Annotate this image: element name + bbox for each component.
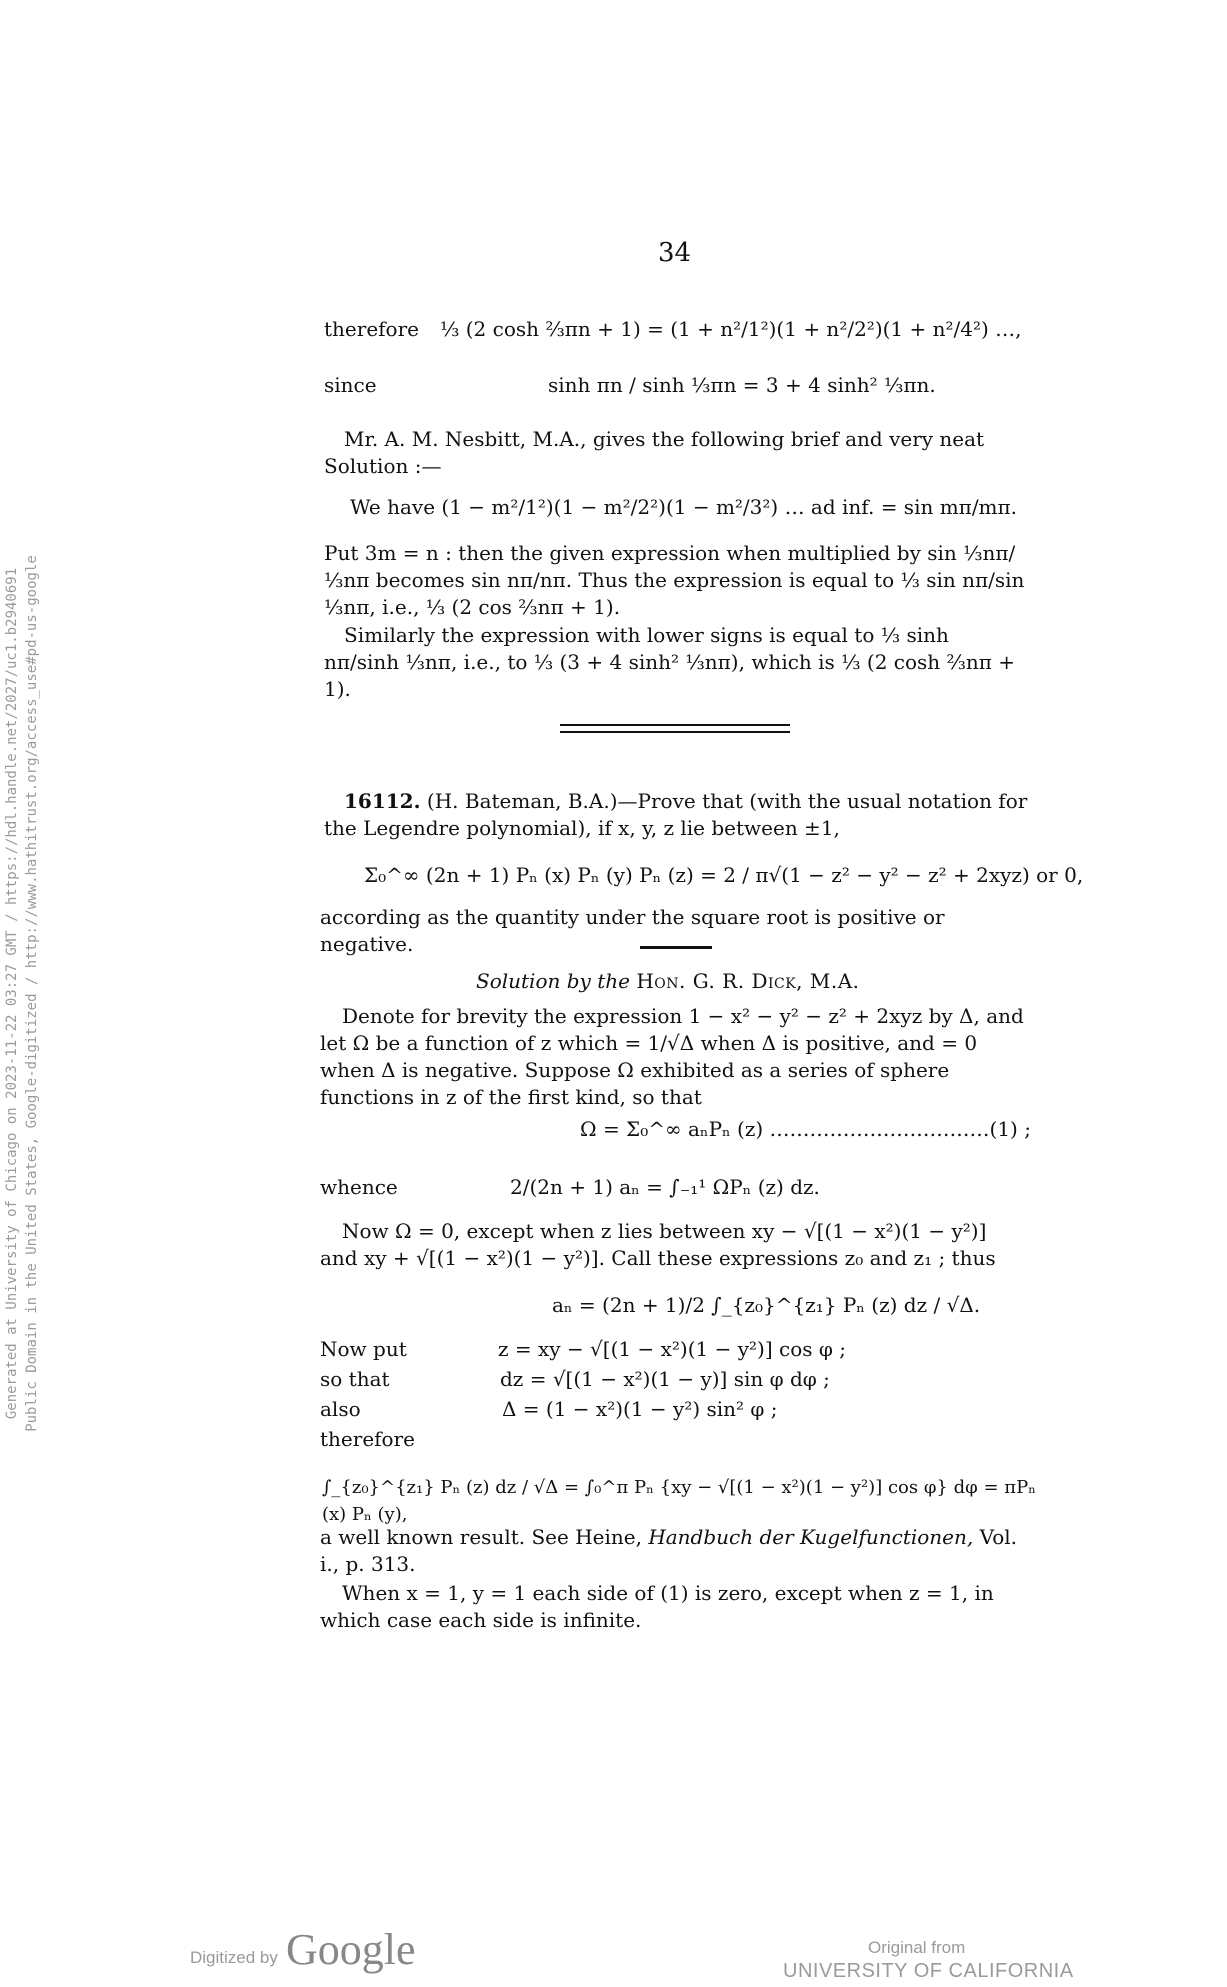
we-have-equation: We have (1 − m²/1²)(1 − m²/2²)(1 − m²/3²) … ad inf. = sin mπ/mπ. <box>350 495 1018 519</box>
digitized-by-label: Digitized by <box>190 1948 278 1967</box>
also-equation: Δ = (1 − x²)(1 − y²) sin² φ ; <box>502 1397 778 1421</box>
hathitrust-watermark <box>2 0 46 1987</box>
since-label: since <box>324 373 377 397</box>
google-logo: Google <box>286 1925 416 1974</box>
heine-book-title: Handbuch der Kugelfunctionen, <box>648 1525 974 1549</box>
nesbitt-intro: Mr. A. M. Nesbitt, M.A., gives the following brief and very neat Solution :— <box>324 427 985 478</box>
solution-heading-italic: Solution by the <box>476 969 630 993</box>
now-put-equation: z = xy − √[(1 − x²)(1 − y²)] cos φ ; <box>498 1337 846 1361</box>
separator-rule-bottom <box>560 731 790 733</box>
problem-equation: Σ₀^∞ (2n + 1) Pₙ (x) Pₙ (y) Pₙ (z) = 2 / π√(1 − z² − y² − z² + 2xyz) or 0, <box>364 863 1084 887</box>
university-label: UNIVERSITY OF CALIFORNIA <box>783 1960 1074 1982</box>
final-equation: ∫_{z₀}^{z₁} Pₙ (z) dz / √Δ = ∫₀^π Pₙ {xy − √[(1 − x²)(1 − y²)] cos φ} dφ = πPₙ (x) Pₙ (y), <box>322 1477 1036 1525</box>
therefore-label: therefore <box>324 317 419 341</box>
separator-rule-top <box>560 724 790 726</box>
short-rule <box>640 946 712 949</box>
original-from-label: Original from <box>868 1938 966 1957</box>
since-equation: sinh πn / sinh ⅓πn = 3 + 4 sinh² ⅓πn. <box>548 373 936 397</box>
page-number: 34 <box>658 238 692 268</box>
watermark-line-2: Public Domain in the United States, Google-digitized / http://www.hathitrust.org/access_use#pd-us-google <box>24 555 40 1432</box>
solution-paragraph-2: Now Ω = 0, except when z lies between xy − √[(1 − x²)(1 − y²)] and xy + √[(1 − x²)(1 − y²)]. Call these expressions z₀ and z₁ ; thus <box>320 1219 996 1270</box>
heine-reference-post: Vol. i., p. 313. <box>320 1525 1018 1576</box>
put-paragraph: Put 3m = n : then the given expression when multiplied by sin ⅓nπ/⅓nπ becomes sin nπ/nπ. Thus the expression is equal to ⅓ sin nπ/sin ⅓nπ, i.e., ⅓ (2 cos ⅔nπ + 1). <box>324 541 1025 619</box>
solution-heading <box>476 968 860 995</box>
therefore-equation-text: ⅓ (2 cosh ⅔πn + 1) = (1 + n²/1²)(1 + n²/2²)(1 + n²/4²) …, <box>440 317 1022 341</box>
watermark-line-1: Generated at University of Chicago on 2023-11-22 03:27 GMT / https://hdl.handle.net/2027/uc1.b2940691 <box>4 567 20 1420</box>
solution-heading-name: Hon. G. R. Dick, M.A. <box>636 969 860 993</box>
problem-text: —Prove that (with the usual notation for the Legendre polynomial), if x, y, z lie between ±1, <box>324 789 1028 840</box>
whence-equation: 2/(2n + 1) aₙ = ∫₋₁¹ ΩPₙ (z) dz. <box>510 1175 820 1199</box>
equation-1: Ω = Σ₀^∞ aₙPₙ (z) ……………………………(1) ; <box>580 1117 1031 1141</box>
so-that-label: so that <box>320 1367 390 1391</box>
solution-paragraph-3 <box>320 1524 1030 1578</box>
heine-reference-pre: a well known result. See Heine, <box>320 1525 642 1549</box>
therefore-equation <box>440 302 1022 356</box>
problem-author: (H. Bateman, B.A.) <box>426 789 618 813</box>
problem-tail: according as the quantity under the square root is positive or negative. <box>320 905 945 956</box>
solution-paragraph-1: Denote for brevity the expression 1 − x² − y² − z² + 2xyz by Δ, and let Ω be a function of z which = 1/√Δ when Δ is positive, and = 0 when Δ is negative. Suppose Ω exhibited as a series of sphere functions in z of the first kind, so that <box>320 1004 1024 1109</box>
an-equation: aₙ = (2n + 1)/2 ∫_{z₀}^{z₁} Pₙ (z) dz / √Δ. <box>552 1293 981 1317</box>
problem-number: 16112. <box>344 789 421 813</box>
also-label: also <box>320 1397 361 1421</box>
solution-paragraph-4: When x = 1, y = 1 each side of (1) is zero, except when z = 1, in which case each side is infinite. <box>320 1581 994 1632</box>
therefore-label-2: therefore <box>320 1427 415 1451</box>
similarly-paragraph: Similarly the expression with lower signs is equal to ⅓ sinh nπ/sinh ⅓nπ, i.e., to ⅓ (3 + 4 sinh² ⅓nπ), which is ⅓ (2 cosh ⅔nπ + 1). <box>324 623 1016 701</box>
now-put-label: Now put <box>320 1337 407 1361</box>
so-that-equation: dz = √[(1 − x²)(1 − y)] sin φ dφ ; <box>500 1367 830 1391</box>
problem-statement <box>324 788 1029 842</box>
whence-label: whence <box>320 1175 398 1199</box>
